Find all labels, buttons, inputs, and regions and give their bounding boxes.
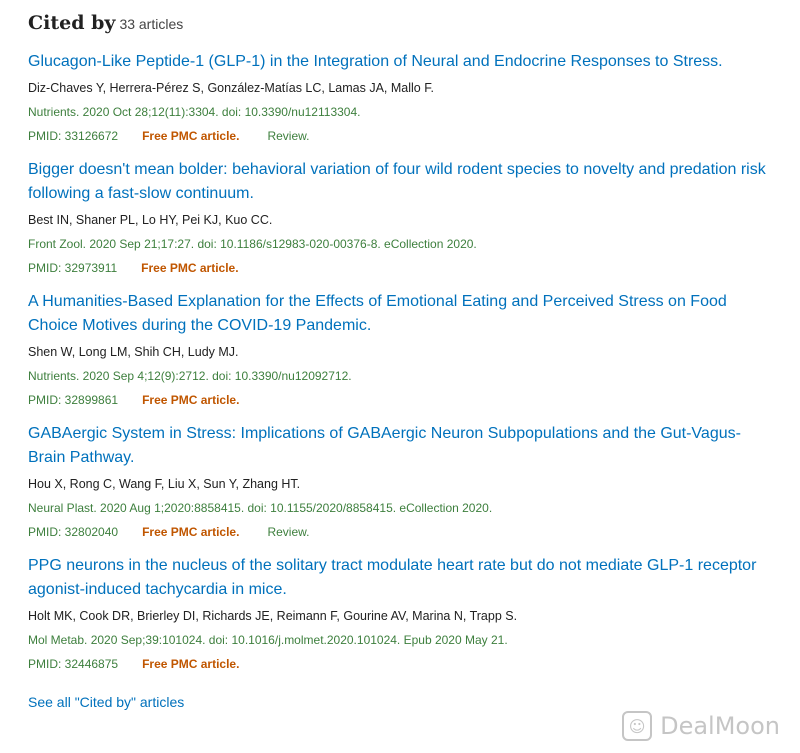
article-title-link[interactable]: Bigger doesn't mean bolder: behavioral variation of four wild rodent species to novelty and predation risk following a fast-slow continuum. [28,161,766,202]
free-pmc-badge: Free PMC article. [142,129,240,143]
article-item [28,290,768,408]
review-badge: Review. [267,525,310,539]
article-meta [28,392,768,408]
article-pmid: PMID: 32899861 [28,393,119,407]
free-pmc-badge: Free PMC article. [142,657,240,671]
section-title: Cited by [28,12,116,34]
article-item [28,554,768,672]
article-pmid: PMID: 32802040 [28,525,119,539]
free-pmc-badge: Free PMC article. [142,393,240,407]
article-title-link[interactable]: GABAergic System in Stress: Implications of GABAergic Neuron Subpopulations and the Gut-Vagus-Brain Pathway. [28,425,741,466]
article-citation: Neural Plast. 2020 Aug 1;2020:8858415. doi: 10.1155/2020/8858415. eCollection 2020. [28,501,493,515]
article-citation: Nutrients. 2020 Oct 28;12(11):3304. doi: 10.3390/nu12113304. [28,105,361,119]
article-pmid: PMID: 32973911 [28,261,118,275]
cited-by-heading [28,12,768,36]
article-authors: Diz-Chaves Y, Herrera-Pérez S, González-Matías LC, Lamas JA, Mallo F. [28,81,434,95]
article-authors: Holt MK, Cook DR, Brierley DI, Richards JE, Reimann F, Gourine AV, Marina N, Trapp S. [28,609,518,623]
article-title-link[interactable]: Glucagon-Like Peptide-1 (GLP-1) in the Integration of Neural and Endocrine Responses to Stress. [28,53,723,70]
article-title-link[interactable]: PPG neurons in the nucleus of the solitary tract modulate heart rate but do not mediate GLP-1 receptor agonist-induced tachycardia in mice. [28,557,757,598]
article-meta [28,128,768,144]
dealmoon-watermark [622,711,780,741]
article-authors: Shen W, Long LM, Shih CH, Ludy MJ. [28,345,239,359]
review-badge: Review. [267,129,310,143]
article-meta [28,524,768,540]
article-meta [28,656,768,672]
dealmoon-logo-icon: ☺ [622,711,652,741]
see-all-cited-by-link[interactable]: See all "Cited by" articles [28,694,185,710]
free-pmc-badge: Free PMC article. [141,261,239,275]
article-item [28,50,768,144]
article-pmid: PMID: 33126672 [28,129,119,143]
article-citation: Front Zool. 2020 Sep 21;17:27. doi: 10.1186/s12983-020-00376-8. eCollection 2020. [28,237,477,251]
article-citation: Mol Metab. 2020 Sep;39:101024. doi: 10.1016/j.molmet.2020.101024. Epub 2020 May 21. [28,633,508,647]
article-authors: Best IN, Shaner PL, Lo HY, Pei KJ, Kuo CC. [28,213,273,227]
article-item [28,422,768,540]
cited-by-section [28,12,768,712]
article-item [28,158,768,276]
free-pmc-badge: Free PMC article. [142,525,240,539]
article-pmid: PMID: 32446875 [28,657,119,671]
article-authors: Hou X, Rong C, Wang F, Liu X, Sun Y, Zhang HT. [28,477,301,491]
article-title-link[interactable]: A Humanities-Based Explanation for the Effects of Emotional Eating and Perceived Stress on Food Choice Motives during the COVID-19 Pandemic. [28,293,727,334]
watermark-text: DealMoon [660,712,780,740]
article-meta [28,260,768,276]
article-count: 33 articles [119,16,184,32]
article-citation: Nutrients. 2020 Sep 4;12(9):2712. doi: 10.3390/nu12092712. [28,369,352,383]
